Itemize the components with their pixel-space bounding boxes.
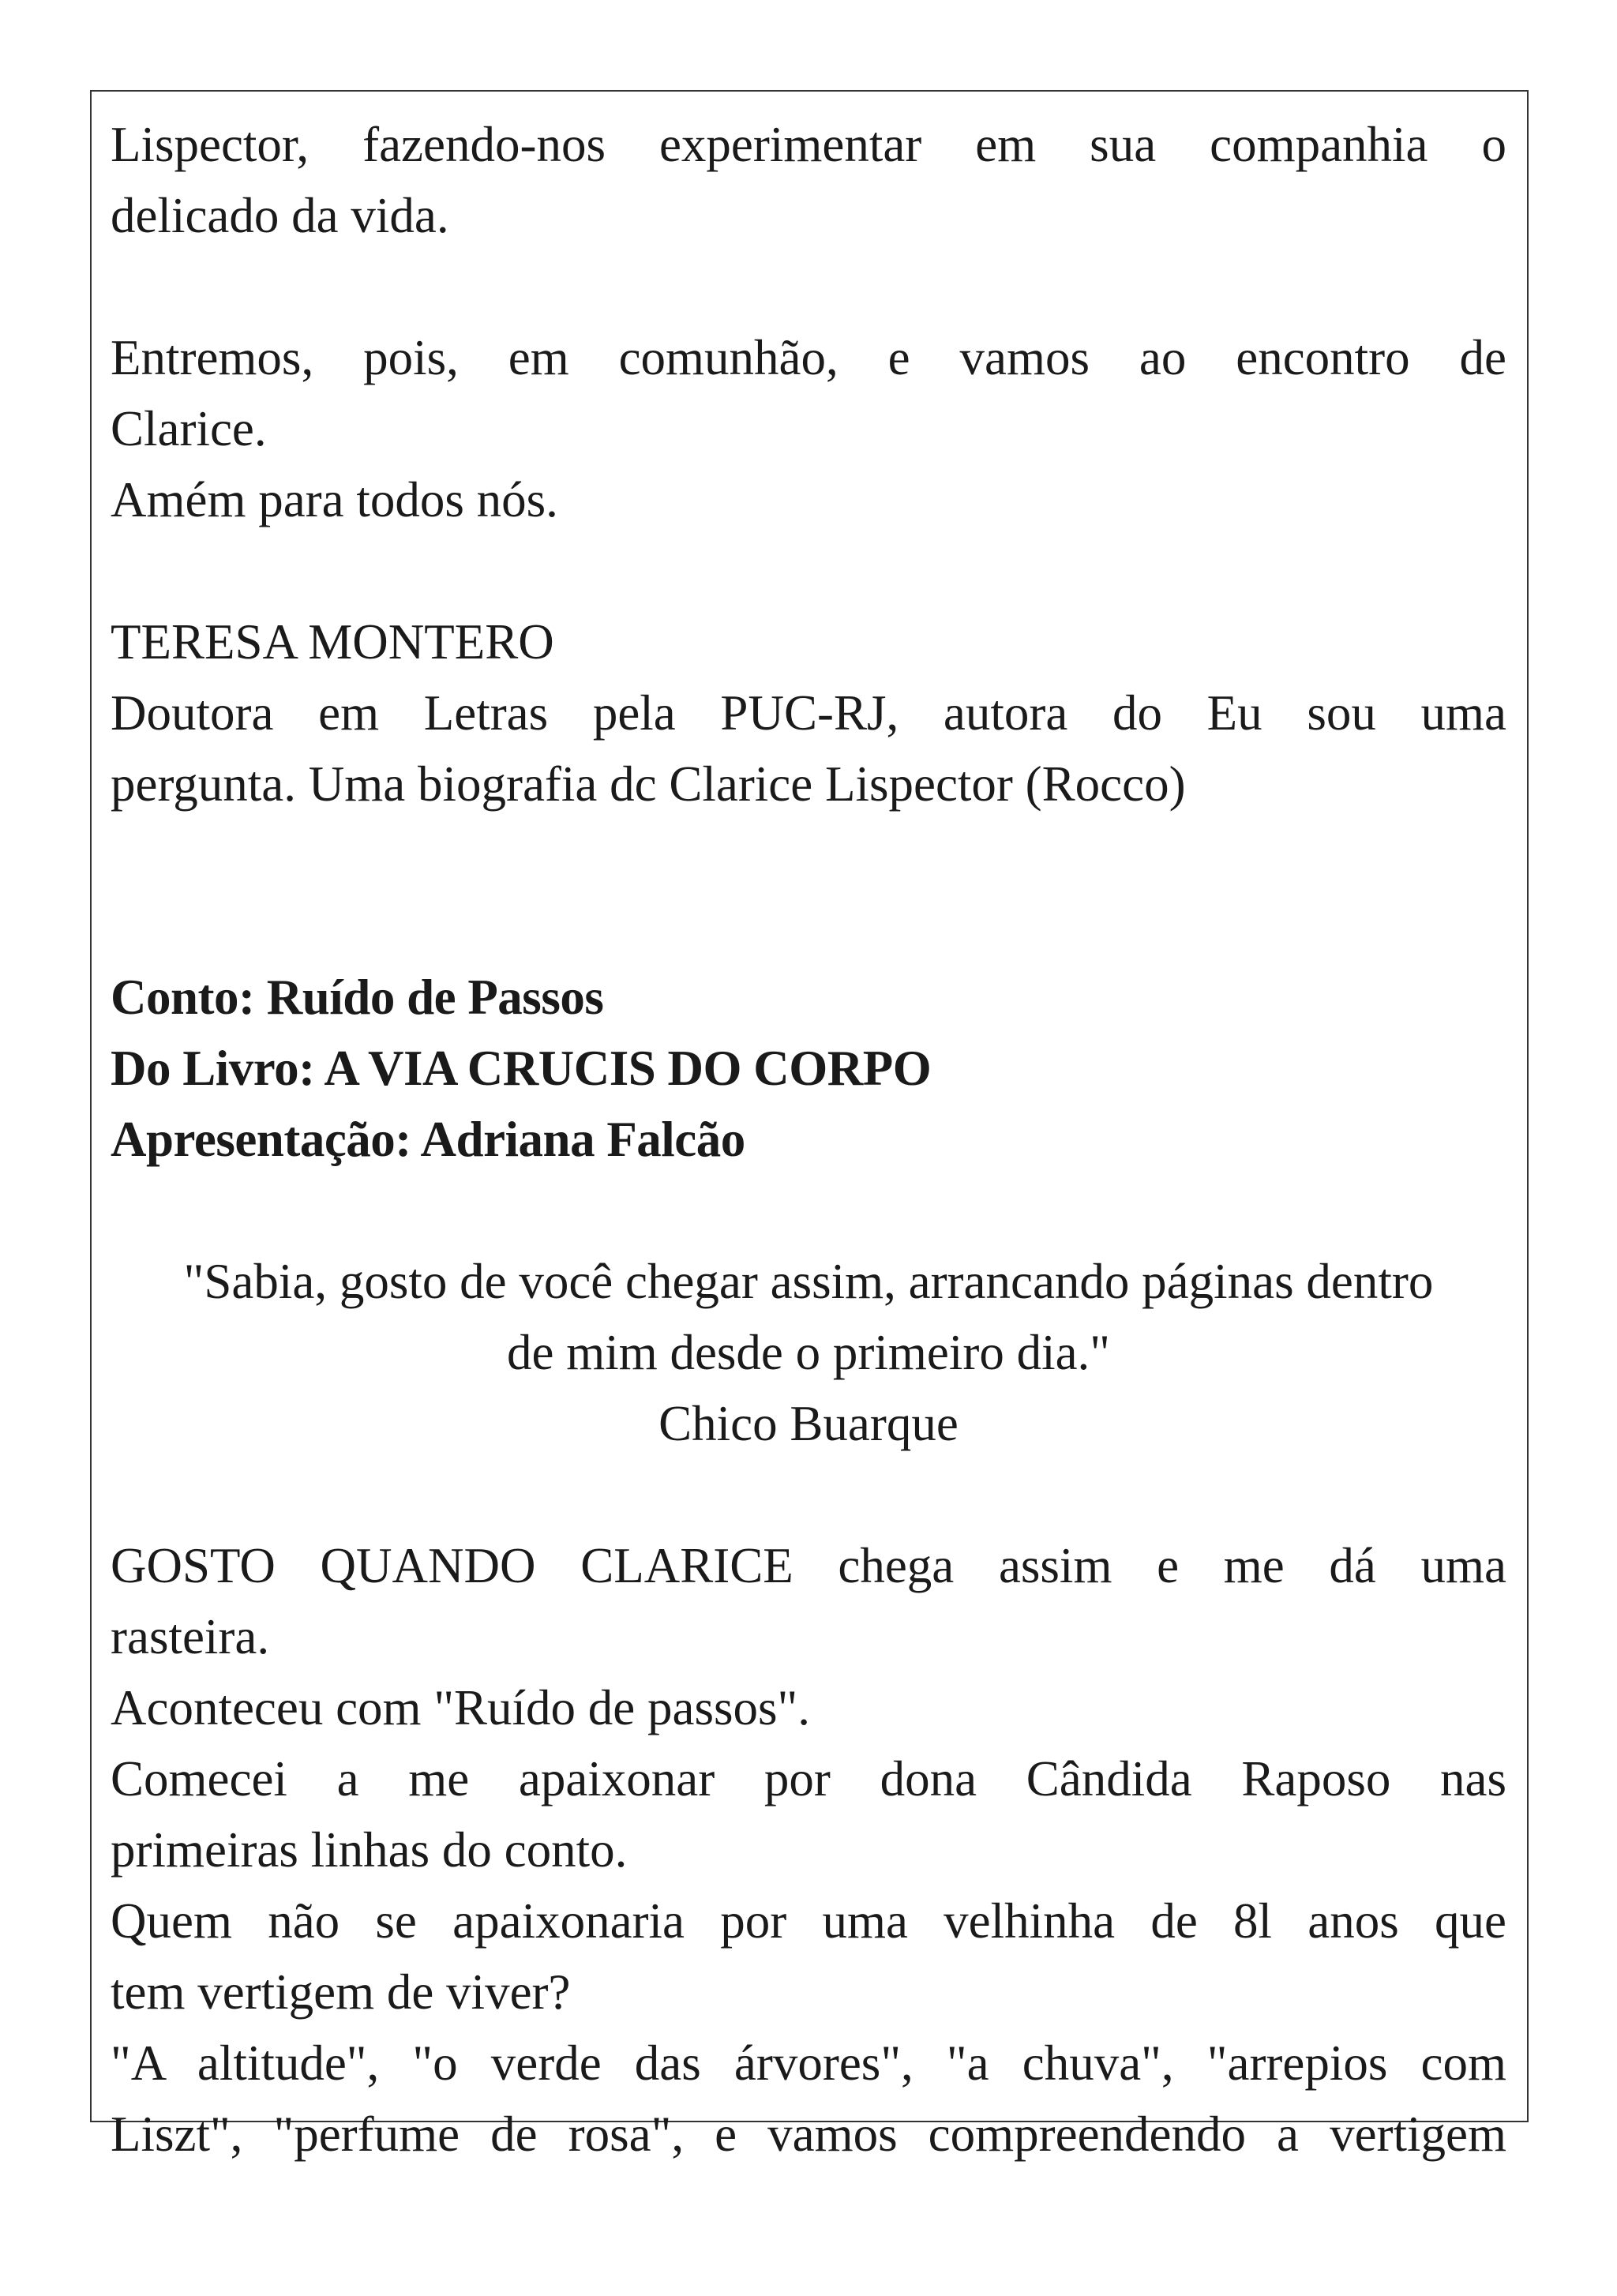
story-title: Conto: Ruído de Passos	[111, 970, 604, 1025]
author-bio: pergunta. Uma biografia dc Clarice Lispector (Rocco)	[111, 756, 1186, 812]
section-heading	[111, 962, 1506, 1175]
paragraph-communion	[111, 322, 1506, 535]
text-line: primeiras linhas do conto.	[111, 1822, 628, 1878]
text-line: Comecei a me apaixonar por dona Cândida Raposo nas	[111, 1751, 1506, 1806]
text-line: Amém para todos nós.	[111, 472, 558, 527]
text-line: Entremos, pois, em comunhão, e vamos ao encontro de	[111, 330, 1506, 385]
text-line: Quem não se apaixonaria por uma velhinha de 8l anos que	[111, 1893, 1506, 1949]
text-line: Liszt", "perfume de rosa", e vamos compreendendo a vertigem	[111, 2107, 1506, 2162]
author-signature	[111, 606, 1506, 820]
epigraph-author: Chico Buarque	[658, 1396, 959, 1451]
text-line: Lispector, fazendo-nos experimentar em sua companhia o	[111, 117, 1506, 172]
epigraph-quote: "Sabia, gosto de você chegar assim, arrancando páginas dentro	[183, 1254, 1434, 1309]
author-name: TERESA MONTERO	[111, 614, 554, 670]
body-text	[111, 1530, 1506, 2170]
text-line: tem vertigem de viver?	[111, 1964, 571, 2020]
text-line: Clarice.	[111, 401, 267, 456]
presenter-name: Apresentação: Adriana Falcão	[111, 1112, 745, 1167]
book-title: Do Livro: A VIA CRUCIS DO CORPO	[111, 1041, 932, 1096]
text-line: delicado da vida.	[111, 188, 449, 243]
text-line: Aconteceu com "Ruído de passos".	[111, 1680, 810, 1735]
epigraph-quote: de mim desde o primeiro dia."	[506, 1325, 1111, 1380]
text-line: GOSTO QUANDO CLARICE chega assim e me dá uma	[111, 1538, 1506, 1593]
text-line: rasteira.	[111, 1609, 270, 1664]
paragraph-closing	[111, 109, 1506, 251]
text-line: "A altitude", "o verde das árvores", "a chuva", "arrepios com	[111, 2035, 1506, 2091]
author-bio: Doutora em Letras pela PUC-RJ, autora do Eu sou uma	[111, 685, 1506, 741]
epigraph	[111, 1246, 1506, 1459]
page-content	[111, 109, 1506, 2170]
